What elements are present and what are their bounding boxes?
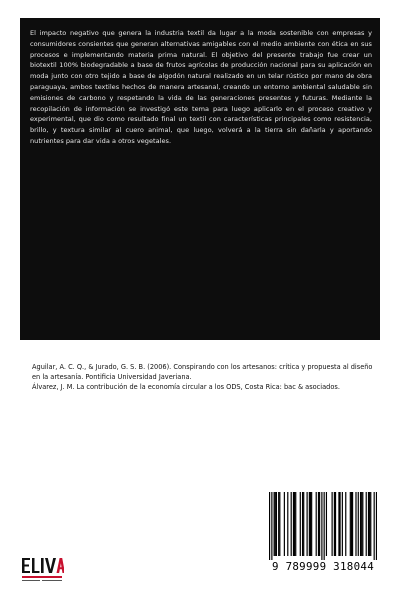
reference-item: Aguilar, A. C. Q., & Jurado, G. S. B. (2006). Conspirando con los artesanos: crítica y propuesta al diseño en la artesanía. Pontificia Universidad Javeriana. bbox=[32, 363, 373, 381]
barcode-bar bbox=[335, 492, 336, 556]
isbn-number: 9 789999 318044 bbox=[271, 560, 374, 573]
barcode-bar bbox=[321, 492, 322, 560]
isbn-barcode bbox=[266, 489, 380, 575]
barcode-bar bbox=[309, 492, 310, 556]
barcode-bar bbox=[351, 492, 352, 556]
barcode-bar bbox=[316, 492, 317, 556]
barcode-bar bbox=[374, 492, 375, 560]
barcode-bar bbox=[275, 492, 276, 556]
barcode-bar bbox=[352, 492, 353, 556]
barcode-bar bbox=[339, 492, 340, 556]
barcode-bar bbox=[334, 492, 335, 556]
barcode-bar bbox=[303, 492, 304, 556]
barcode-bar bbox=[271, 492, 272, 560]
barcode-bar bbox=[300, 492, 301, 556]
barcode-bar bbox=[370, 492, 371, 556]
barcode-bar bbox=[369, 492, 370, 556]
barcode-bar bbox=[366, 492, 367, 556]
barcode-bar bbox=[355, 492, 356, 556]
synopsis-panel bbox=[20, 18, 380, 340]
barcode-bar bbox=[284, 492, 285, 556]
barcode-bar bbox=[302, 492, 303, 556]
barcode-bar bbox=[338, 492, 339, 556]
barcode-bar bbox=[342, 492, 343, 556]
barcode-bar bbox=[318, 492, 319, 556]
barcode-bar bbox=[269, 492, 270, 560]
barcode-bar bbox=[278, 492, 279, 556]
barcode-bar bbox=[326, 492, 327, 556]
barcode-bar bbox=[287, 492, 288, 556]
barcode-bar bbox=[276, 492, 277, 556]
synopsis-text: El impacto negativo que genera la industria textil da lugar a la moda sostenible con empresas y consumidores consientes que generan alternativas amigables con el medio ambiente con ética en sus procesos e implementando materia prima natural. El objetivo del presente trabajo fue crear un biotextil 100% biodegradable a base de frutos agrícolas de producción nacional para su aplicación en moda junto con otro tejido a base de algodón natural realizado en un telar rústico por mano de obra paraguaya, ambos textiles hechos de manera artesanal, creando un entorno ambiental saludable sin emisiones de carbono y respetando la vida de las generaciones presentes y futuras. Mediante la recopilación de información se investigó este tema para luego aplicarlo en el proceso creativo y experimental, que dio como resultado final un textil con características principales como resistencia, brillo, y textura similar al cuero animal, que luego, volverá a la tierra sin dañarla y aportando nutrientes para dar vida a otros vegetales. bbox=[30, 29, 372, 145]
barcode-bar bbox=[358, 492, 359, 556]
reference-item: Álvarez, J. M. La contribución de la economía circular a los ODS, Costa Rica: bac & asociados. bbox=[32, 382, 340, 391]
barcode-icon bbox=[269, 492, 377, 560]
barcode-bar bbox=[279, 492, 280, 556]
barcode-bar bbox=[311, 492, 312, 556]
publisher-logo bbox=[20, 552, 64, 584]
barcode-bar bbox=[332, 492, 333, 556]
barcode-bar bbox=[350, 492, 351, 556]
barcode-bar bbox=[324, 492, 325, 560]
barcode-bar bbox=[291, 492, 292, 556]
references-section bbox=[32, 363, 377, 392]
barcode-bar bbox=[362, 492, 363, 556]
barcode-bar bbox=[368, 492, 369, 556]
barcode-bar bbox=[376, 492, 377, 560]
barcode-bar bbox=[274, 492, 275, 556]
barcode-bar bbox=[361, 492, 362, 556]
barcode-bar bbox=[310, 492, 311, 556]
barcode-bar bbox=[293, 492, 294, 556]
barcode-bar bbox=[294, 492, 295, 556]
barcode-bar bbox=[295, 492, 296, 556]
barcode-bar bbox=[360, 492, 361, 556]
barcode-bar bbox=[307, 492, 308, 556]
barcode-bar bbox=[319, 492, 320, 556]
barcode-bar bbox=[345, 492, 346, 556]
